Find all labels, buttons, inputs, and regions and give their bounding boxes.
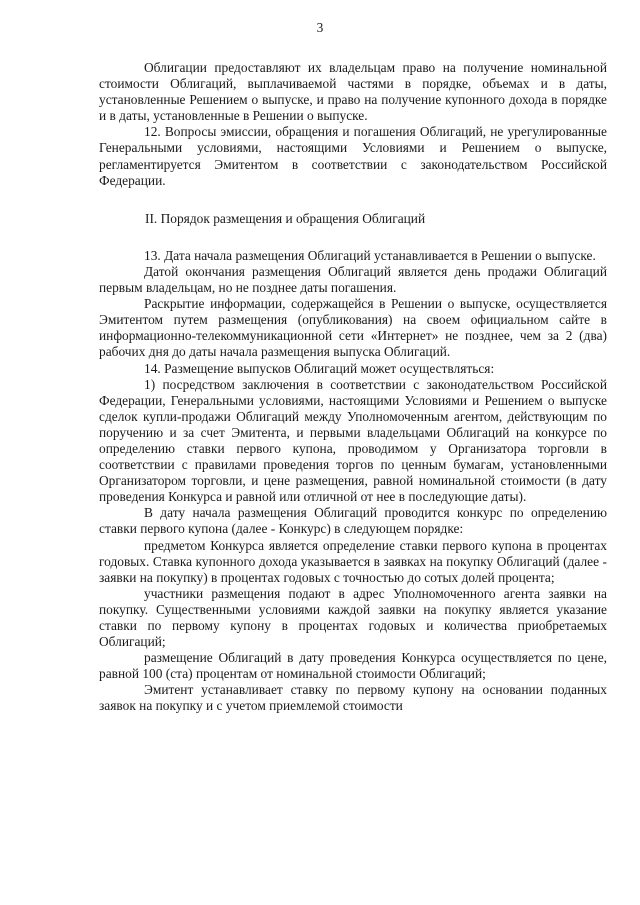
paragraph: 12. Вопросы эмиссии, обращения и погашения Облигаций, не урегулированные Генеральными условиями, настоящими Условиями и Решением о выпуске, регламентируется Эмитентом в соответствии с законодательством Российской Федерации. <box>99 124 607 188</box>
paragraph: 14. Размещение выпусков Облигаций может осуществляться: <box>144 360 495 376</box>
paragraph: размещение Облигаций в дату проведения Конкурса осуществляется по цене, равной 100 (ста) процентам от номинальной стоимости Облигаций; <box>99 650 607 682</box>
paragraph: Датой окончания размещения Облигаций является день продажи Облигаций первым владельцам, но не позднее даты погашения. <box>99 263 607 296</box>
paragraph: участники размещения подают в адрес Уполномоченного агента заявки на покупку. Существенными условиями каждой заявки на покупку является указание ставки по первому купону в процентах годовых и количества приобретаемых Облигаций; <box>99 585 607 650</box>
paragraph: Эмитент устанавливает ставку по первому купону на основании поданных заявок на покупку и с учетом приемлемой стоимости <box>99 682 607 714</box>
paragraph: Облигации предоставляют их владельцам право на получение номинальной стоимости Облигаций, выплачиваемой частями в порядке, объемах и в даты, установленные Решением о выпуске, и право на получение купонного дохода в порядке и в даты, установленные в Решении о выпуске. <box>99 60 607 124</box>
paragraph: В дату начала размещения Облигаций проводится конкурс по определению ставки первого купона (далее - Конкурс) в следующем порядке: <box>99 505 607 537</box>
paragraph: 13. Дата начала размещения Облигаций устанавливается в Решении о выпуске. <box>144 247 596 263</box>
paragraph: 1) посредством заключения в соответствии с законодательством Российской Федерации, Генеральными условиями, настоящими Условиями и Решением о выпуске сделок купли-продажи Облигаций между Уполномоченным агентом, действующим по поручению и за счет Эмитента, и первыми владельцами Облигаций на конкурсе по определению ставки первого купона, проводимом у Организатора торговли в соответствии с правилами проведения торгов по ценным бумагам, установленными Организатором торговли, и цене размещения, равной номинальной стоимости (в дату проведения Конкурса и равной или отличной от нее в последующие даты). <box>99 376 607 505</box>
paragraph: предметом Конкурса является определение ставки первого купона в процентах годовых. Ставка купонного дохода указывается в заявках на покупку Облигаций (далее - заявки на покупку) в процентах годовых с точностью до сотых долей процента; <box>99 537 607 585</box>
body-text <box>99 60 607 715</box>
section-heading: II. Порядок размещения и обращения Облигаций <box>145 210 426 226</box>
page-number: 3 <box>316 20 324 35</box>
paragraph: Раскрытие информации, содержащейся в Решении о выпуске, осуществляется Эмитентом путем размещения (опубликования) на своем официальном сайте в информационно-телекоммуникационной сети «Интернет» не позднее, чем за 2 (два) рабочих дня до даты начала размещения выпуска Облигаций. <box>99 296 607 360</box>
